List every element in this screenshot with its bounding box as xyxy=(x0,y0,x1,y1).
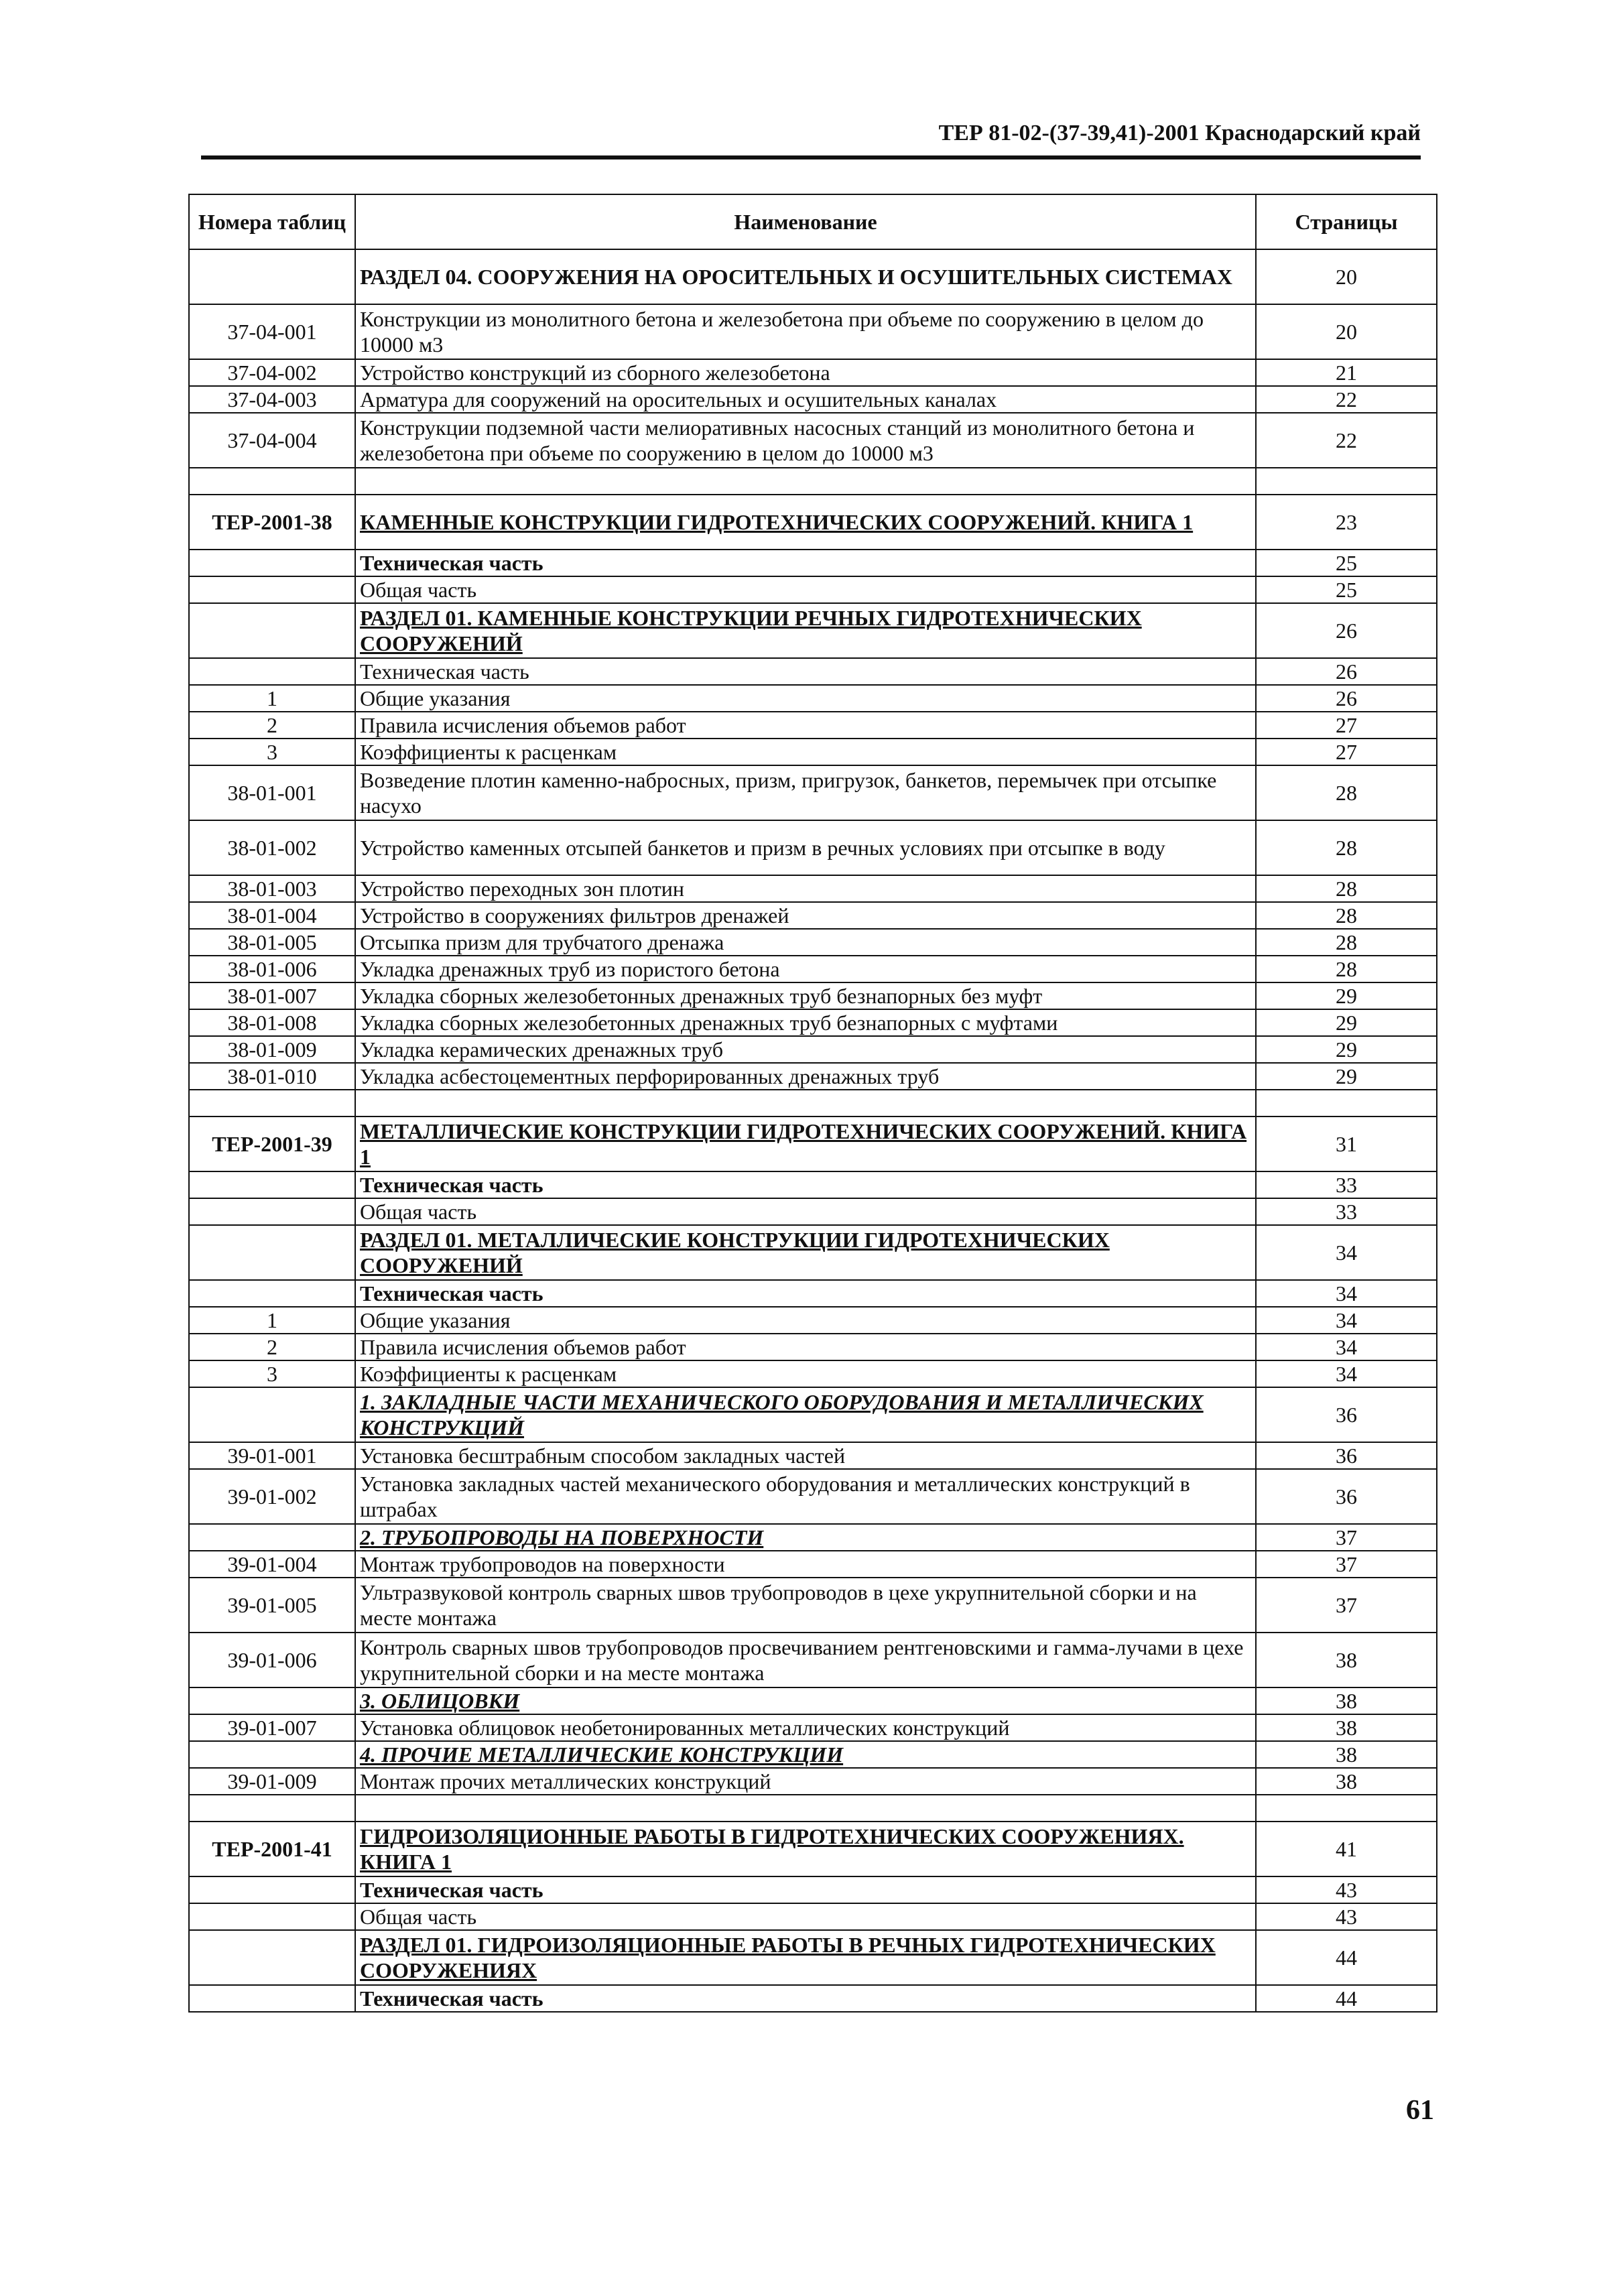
table-row xyxy=(189,739,1437,765)
table-row xyxy=(189,1225,1437,1280)
table-page-cell: 29 xyxy=(1256,982,1437,1009)
table-number-cell: 39-01-005 xyxy=(189,1578,355,1633)
page-number: 61 xyxy=(1406,2095,1434,2126)
table-number-cell xyxy=(189,1876,355,1903)
table-page-cell: 28 xyxy=(1256,902,1437,929)
table-number-cell: 39-01-001 xyxy=(189,1442,355,1469)
table-name-cell: Коэффициенты к расценкам xyxy=(355,1360,1256,1387)
table-row xyxy=(189,1768,1437,1795)
table-name-cell: Общая часть xyxy=(355,576,1256,603)
table-name-cell xyxy=(355,1795,1256,1822)
table-number-cell xyxy=(189,1985,355,2012)
table-page-cell: 43 xyxy=(1256,1903,1437,1930)
table-number-cell: 39-01-009 xyxy=(189,1768,355,1795)
table-name-cell: Устройство конструкций из сборного железобетона xyxy=(355,359,1256,386)
table-name-cell: Устройство каменных отсыпей банкетов и призм в речных условиях при отсыпке в воду xyxy=(355,820,1256,875)
table-row xyxy=(189,1117,1437,1171)
table-name-cell: Укладка керамических дренажных труб xyxy=(355,1036,1256,1063)
table-name-cell: КАМЕННЫЕ КОНСТРУКЦИИ ГИДРОТЕХНИЧЕСКИХ СООРУЖЕНИЙ. КНИГА 1 xyxy=(355,495,1256,550)
table-row xyxy=(189,1387,1437,1442)
contents-table-body xyxy=(189,249,1437,2012)
table-row xyxy=(189,603,1437,658)
table-name-cell: Контроль сварных швов трубопроводов просвечиванием рентгеновскими и гамма-лучами в цехе укрупнительной сборки и на месте монтажа xyxy=(355,1633,1256,1687)
table-number-cell xyxy=(189,1741,355,1768)
table-page-cell: 34 xyxy=(1256,1360,1437,1387)
table-name-cell: Общие указания xyxy=(355,1307,1256,1334)
table-name-cell: Арматура для сооружений на оросительных и осушительных каналах xyxy=(355,386,1256,413)
table-row xyxy=(189,249,1437,304)
table-spacer-row xyxy=(189,1795,1437,1822)
table-page-cell: 37 xyxy=(1256,1551,1437,1578)
table-row xyxy=(189,1360,1437,1387)
table-number-cell: ТЕР-2001-38 xyxy=(189,495,355,550)
table-page-cell: 26 xyxy=(1256,685,1437,712)
table-number-cell xyxy=(189,1198,355,1225)
table-number-cell: 1 xyxy=(189,685,355,712)
table-row xyxy=(189,550,1437,576)
table-row xyxy=(189,576,1437,603)
table-page-cell xyxy=(1256,1795,1437,1822)
table-row xyxy=(189,1036,1437,1063)
table-page-cell: 44 xyxy=(1256,1985,1437,2012)
table-row xyxy=(189,413,1437,468)
table-page-cell: 27 xyxy=(1256,739,1437,765)
table-name-cell: РАЗДЕЛ 01. МЕТАЛЛИЧЕСКИЕ КОНСТРУКЦИИ ГИДРОТЕХНИЧЕСКИХ СООРУЖЕНИЙ xyxy=(355,1225,1256,1280)
table-row xyxy=(189,765,1437,820)
table-row xyxy=(189,1903,1437,1930)
table-page-cell: 36 xyxy=(1256,1387,1437,1442)
table-number-cell xyxy=(189,550,355,576)
contents-table xyxy=(188,194,1437,2013)
table-name-cell: Общая часть xyxy=(355,1198,1256,1225)
table-page-cell: 38 xyxy=(1256,1741,1437,1768)
table-number-cell: 39-01-007 xyxy=(189,1714,355,1741)
table-row xyxy=(189,1524,1437,1551)
table-row xyxy=(189,1687,1437,1714)
table-page-cell: 31 xyxy=(1256,1117,1437,1171)
table-number-cell: 38-01-008 xyxy=(189,1009,355,1036)
table-page-cell: 34 xyxy=(1256,1225,1437,1280)
table-name-cell: Техническая часть xyxy=(355,1876,1256,1903)
table-name-cell: 1. ЗАКЛАДНЫЕ ЧАСТИ МЕХАНИЧЕСКОГО ОБОРУДОВАНИЯ И МЕТАЛЛИЧЕСКИХ КОНСТРУКЦИЙ xyxy=(355,1387,1256,1442)
table-name-cell: Ультразвуковой контроль сварных швов трубопроводов в цехе укрупнительной сборки и на месте монтажа xyxy=(355,1578,1256,1633)
table-row xyxy=(189,1985,1437,2012)
table-spacer-row xyxy=(189,468,1437,495)
table-page-cell: 27 xyxy=(1256,712,1437,739)
table-number-cell xyxy=(189,1903,355,1930)
table-number-cell: 38-01-006 xyxy=(189,956,355,982)
table-number-cell xyxy=(189,658,355,685)
table-name-cell: Техническая часть xyxy=(355,1171,1256,1198)
table-number-cell: 38-01-009 xyxy=(189,1036,355,1063)
table-name-cell: РАЗДЕЛ 01. ГИДРОИЗОЛЯЦИОННЫЕ РАБОТЫ В РЕЧНЫХ ГИДРОТЕХНИЧЕСКИХ СООРУЖЕНИЯХ xyxy=(355,1930,1256,1985)
table-page-cell: 34 xyxy=(1256,1334,1437,1360)
table-row xyxy=(189,1063,1437,1090)
table-name-cell: Установка бесштрабным способом закладных частей xyxy=(355,1442,1256,1469)
table-page-cell: 29 xyxy=(1256,1063,1437,1090)
table-row xyxy=(189,1171,1437,1198)
table-spacer-row xyxy=(189,1090,1437,1117)
table-row xyxy=(189,386,1437,413)
table-number-cell: 38-01-003 xyxy=(189,875,355,902)
table-row xyxy=(189,1198,1437,1225)
table-name-cell: Правила исчисления объемов работ xyxy=(355,1334,1256,1360)
table-name-cell: Техническая часть xyxy=(355,1280,1256,1307)
table-number-cell: ТЕР-2001-41 xyxy=(189,1822,355,1876)
table-number-cell: 39-01-006 xyxy=(189,1633,355,1687)
table-row xyxy=(189,1334,1437,1360)
table-name-cell: Коэффициенты к расценкам xyxy=(355,739,1256,765)
table-number-cell xyxy=(189,1687,355,1714)
column-header-pages: Страницы xyxy=(1256,194,1437,249)
table-name-cell: Укладка дренажных труб из пористого бетона xyxy=(355,956,1256,982)
table-page-cell: 25 xyxy=(1256,550,1437,576)
table-row xyxy=(189,820,1437,875)
table-number-cell xyxy=(189,1171,355,1198)
table-page-cell: 28 xyxy=(1256,820,1437,875)
table-row xyxy=(189,712,1437,739)
table-number-cell: 38-01-004 xyxy=(189,902,355,929)
table-name-cell: Отсыпка призм для трубчатого дренажа xyxy=(355,929,1256,956)
column-header-name: Наименование xyxy=(355,194,1256,249)
table-row xyxy=(189,495,1437,550)
table-name-cell xyxy=(355,468,1256,495)
table-row xyxy=(189,304,1437,359)
table-name-cell: РАЗДЕЛ 01. КАМЕННЫЕ КОНСТРУКЦИИ РЕЧНЫХ ГИДРОТЕХНИЧЕСКИХ СООРУЖЕНИЙ xyxy=(355,603,1256,658)
table-number-cell xyxy=(189,1524,355,1551)
table-page-cell: 34 xyxy=(1256,1307,1437,1334)
table-row xyxy=(189,1442,1437,1469)
table-row xyxy=(189,1307,1437,1334)
table-row xyxy=(189,1551,1437,1578)
table-name-cell: Конструкции из монолитного бетона и железобетона при объеме по сооружению в целом до 10000 м3 xyxy=(355,304,1256,359)
table-number-cell xyxy=(189,603,355,658)
table-page-cell: 25 xyxy=(1256,576,1437,603)
table-number-cell xyxy=(189,576,355,603)
table-name-cell: Конструкции подземной части мелиоративных насосных станций из монолитного бетона и железобетона при объеме по сооружению в целом до 10000 м3 xyxy=(355,413,1256,468)
table-number-cell xyxy=(189,1795,355,1822)
table-page-cell: 23 xyxy=(1256,495,1437,550)
table-row xyxy=(189,658,1437,685)
column-header-table-numbers: Номера таблиц xyxy=(189,194,355,249)
table-number-cell: 39-01-004 xyxy=(189,1551,355,1578)
table-row xyxy=(189,1930,1437,1985)
table-name-cell: Укладка сборных железобетонных дренажных труб безнапорных с муфтами xyxy=(355,1009,1256,1036)
table-number-cell: 37-04-001 xyxy=(189,304,355,359)
table-number-cell: 2 xyxy=(189,712,355,739)
table-page-cell: 22 xyxy=(1256,413,1437,468)
table-page-cell: 33 xyxy=(1256,1171,1437,1198)
table-row xyxy=(189,982,1437,1009)
table-row xyxy=(189,1714,1437,1741)
table-name-cell: МЕТАЛЛИЧЕСКИЕ КОНСТРУКЦИИ ГИДРОТЕХНИЧЕСКИХ СООРУЖЕНИЙ. КНИГА 1 xyxy=(355,1117,1256,1171)
table-page-cell: 33 xyxy=(1256,1198,1437,1225)
table-name-cell: Укладка сборных железобетонных дренажных труб безнапорных без муфт xyxy=(355,982,1256,1009)
table-row xyxy=(189,1280,1437,1307)
table-name-cell: Возведение плотин каменно-набросных, призм, пригрузок, банкетов, перемычек при отсыпке насухо xyxy=(355,765,1256,820)
table-name-cell: Правила исчисления объемов работ xyxy=(355,712,1256,739)
table-number-cell: 3 xyxy=(189,739,355,765)
table-name-cell: Установка облицовок необетонированных металлических конструкций xyxy=(355,1714,1256,1741)
table-number-cell: 38-01-010 xyxy=(189,1063,355,1090)
table-page-cell: 43 xyxy=(1256,1876,1437,1903)
table-number-cell: 38-01-005 xyxy=(189,929,355,956)
table-page-cell: 34 xyxy=(1256,1280,1437,1307)
table-number-cell: ТЕР-2001-39 xyxy=(189,1117,355,1171)
table-number-cell xyxy=(189,468,355,495)
table-row xyxy=(189,359,1437,386)
table-number-cell xyxy=(189,249,355,304)
table-name-cell: Устройство в сооружениях фильтров дренажей xyxy=(355,902,1256,929)
table-page-cell: 26 xyxy=(1256,603,1437,658)
table-name-cell: Техническая часть xyxy=(355,1985,1256,2012)
table-number-cell xyxy=(189,1280,355,1307)
table-page-cell: 41 xyxy=(1256,1822,1437,1876)
table-row xyxy=(189,956,1437,982)
table-number-cell: 37-04-002 xyxy=(189,359,355,386)
table-number-cell xyxy=(189,1225,355,1280)
table-number-cell: 38-01-002 xyxy=(189,820,355,875)
table-name-cell: Общие указания xyxy=(355,685,1256,712)
table-page-cell: 28 xyxy=(1256,765,1437,820)
table-row xyxy=(189,1469,1437,1524)
table-row xyxy=(189,929,1437,956)
table-page-cell xyxy=(1256,468,1437,495)
table-page-cell: 28 xyxy=(1256,929,1437,956)
table-name-cell: РАЗДЕЛ 04. СООРУЖЕНИЯ НА ОРОСИТЕЛЬНЫХ И ОСУШИТЕЛЬНЫХ СИСТЕМАХ xyxy=(355,249,1256,304)
table-number-cell xyxy=(189,1387,355,1442)
table-number-cell: 38-01-007 xyxy=(189,982,355,1009)
table-number-cell xyxy=(189,1930,355,1985)
table-name-cell: Установка закладных частей механического оборудования и металлических конструкций в штрабах xyxy=(355,1469,1256,1524)
table-row xyxy=(189,1822,1437,1876)
table-number-cell xyxy=(189,1090,355,1117)
table-page-cell: 29 xyxy=(1256,1036,1437,1063)
table-page-cell: 44 xyxy=(1256,1930,1437,1985)
table-name-cell: Укладка асбестоцементных перфорированных дренажных труб xyxy=(355,1063,1256,1090)
table-number-cell: 37-04-003 xyxy=(189,386,355,413)
table-row xyxy=(189,1741,1437,1768)
table-page-cell: 37 xyxy=(1256,1524,1437,1551)
table-row xyxy=(189,685,1437,712)
table-page-cell: 36 xyxy=(1256,1442,1437,1469)
table-name-cell: Монтаж прочих металлических конструкций xyxy=(355,1768,1256,1795)
table-number-cell: 39-01-002 xyxy=(189,1469,355,1524)
table-row xyxy=(189,1009,1437,1036)
table-name-cell: Устройство переходных зон плотин xyxy=(355,875,1256,902)
table-name-cell: 4. ПРОЧИЕ МЕТАЛЛИЧЕСКИЕ КОНСТРУКЦИИ xyxy=(355,1741,1256,1768)
table-page-cell: 22 xyxy=(1256,386,1437,413)
table-name-cell xyxy=(355,1090,1256,1117)
table-name-cell: 3. ОБЛИЦОВКИ xyxy=(355,1687,1256,1714)
table-page-cell: 21 xyxy=(1256,359,1437,386)
table-page-cell: 37 xyxy=(1256,1578,1437,1633)
table-page-cell: 36 xyxy=(1256,1469,1437,1524)
table-name-cell: 2. ТРУБОПРОВОДЫ НА ПОВЕРХНОСТИ xyxy=(355,1524,1256,1551)
table-page-cell: 38 xyxy=(1256,1768,1437,1795)
table-number-cell: 3 xyxy=(189,1360,355,1387)
table-page-cell xyxy=(1256,1090,1437,1117)
table-number-cell: 1 xyxy=(189,1307,355,1334)
table-page-cell: 29 xyxy=(1256,1009,1437,1036)
table-row xyxy=(189,1633,1437,1687)
table-page-cell: 38 xyxy=(1256,1687,1437,1714)
table-name-cell: Общая часть xyxy=(355,1903,1256,1930)
table-number-cell: 38-01-001 xyxy=(189,765,355,820)
table-page-cell: 26 xyxy=(1256,658,1437,685)
table-page-cell: 28 xyxy=(1256,875,1437,902)
table-number-cell: 37-04-004 xyxy=(189,413,355,468)
table-name-cell: Монтаж трубопроводов на поверхности xyxy=(355,1551,1256,1578)
table-page-cell: 20 xyxy=(1256,249,1437,304)
table-page-cell: 38 xyxy=(1256,1714,1437,1741)
table-page-cell: 38 xyxy=(1256,1633,1437,1687)
running-header: ТЕР 81-02-(37-39,41)-2001 Краснодарский край xyxy=(938,121,1421,145)
table-row xyxy=(189,875,1437,902)
table-row xyxy=(189,902,1437,929)
header-rule xyxy=(201,155,1421,160)
table-row xyxy=(189,1876,1437,1903)
table-page-cell: 20 xyxy=(1256,304,1437,359)
table-name-cell: ГИДРОИЗОЛЯЦИОННЫЕ РАБОТЫ В ГИДРОТЕХНИЧЕСКИХ СООРУЖЕНИЯХ. КНИГА 1 xyxy=(355,1822,1256,1876)
table-name-cell: Техническая часть xyxy=(355,658,1256,685)
table-name-cell: Техническая часть xyxy=(355,550,1256,576)
table-row xyxy=(189,1578,1437,1633)
table-number-cell: 2 xyxy=(189,1334,355,1360)
table-page-cell: 28 xyxy=(1256,956,1437,982)
